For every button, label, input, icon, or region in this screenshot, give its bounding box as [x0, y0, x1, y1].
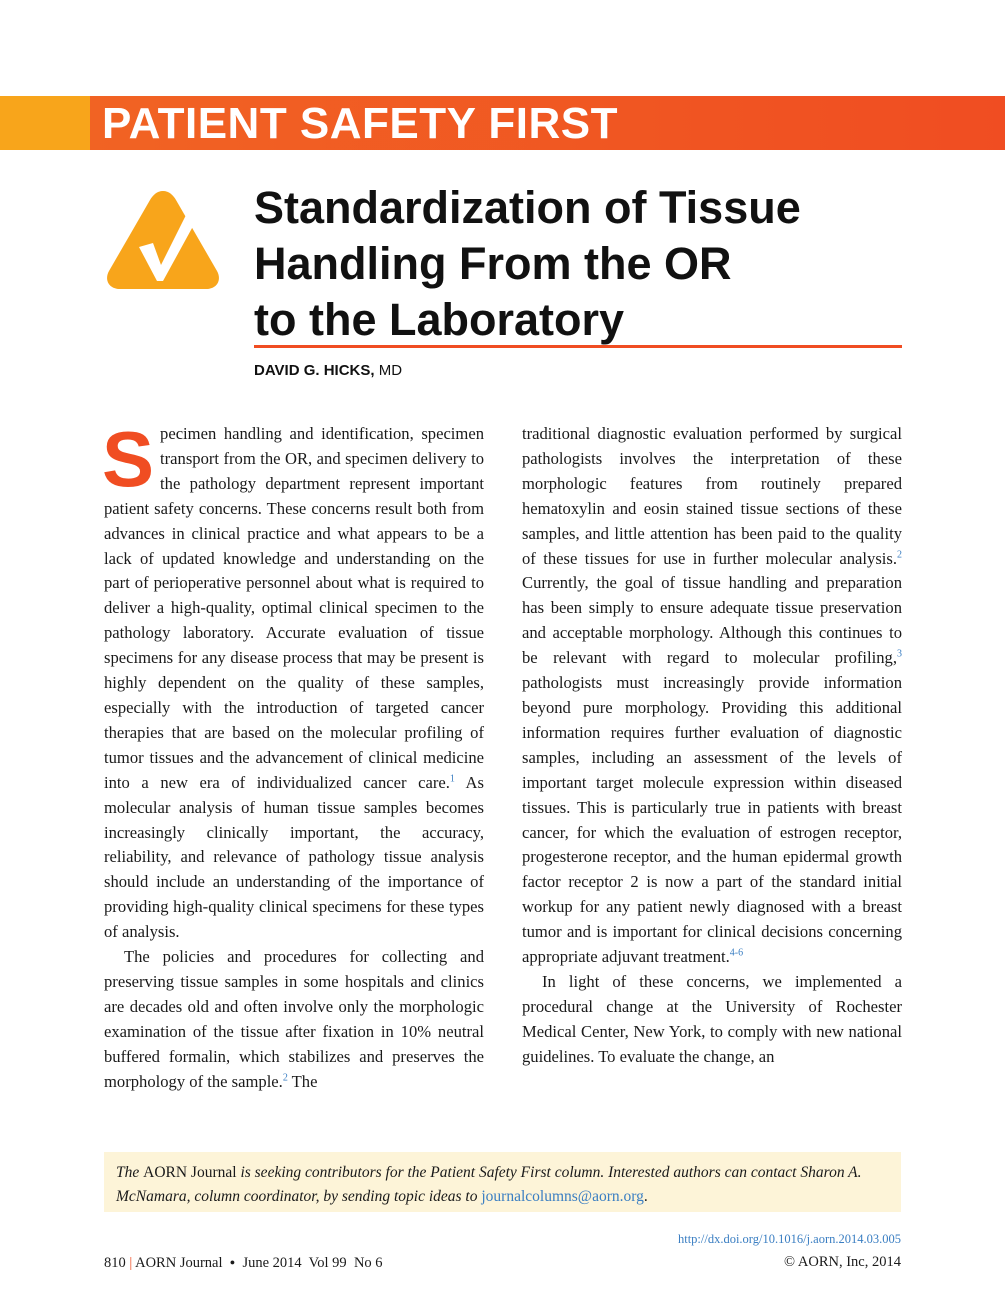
paragraph-2-continued	[522, 422, 902, 970]
notice-text: is seeking contributors for the Patient Safety First column. Interested authors can contact Sharon A. McNamara, column coordinator, by sending topic ideas to	[116, 1164, 862, 1205]
paragraph-1-text-b: As molecular analysis of human tissue samples becomes increasingly clinically important, the accuracy, reliability, and relevance of pathology tissue analysis should include an understanding of the importance of providing high-quality clinical specimens for these types of analysis.	[104, 772, 484, 942]
author-byline	[254, 362, 402, 379]
title-divider	[254, 345, 902, 348]
footer-issue: No 6	[353, 1255, 383, 1271]
checkmark-triangle-logo-icon	[103, 185, 223, 293]
reference-link-3[interactable]: 3	[897, 648, 902, 660]
article-title	[254, 180, 914, 348]
reference-link-4-6[interactable]: 4-6	[729, 947, 744, 959]
paragraph-2-text-a: The policies and procedures for collecting and preserving tissue samples in some hospitals and clinics are decades old and often involve only the morphologic examination of the tissue after fixation in 10% neutral buffered formalin, which stabilizes and preserves the morphology of the sample.	[104, 947, 484, 1091]
body-column-right	[522, 422, 902, 1070]
title-line-1: Standardization of Tissue	[254, 182, 801, 233]
paragraph-2-start	[104, 945, 484, 1094]
body-column-left	[102, 415, 484, 1094]
notice-email-link[interactable]: journalcolumns@aorn.org	[481, 1188, 644, 1205]
paragraph-1	[102, 415, 484, 945]
contributor-notice	[104, 1152, 901, 1212]
footer-separator: |	[129, 1255, 133, 1271]
reference-link-2[interactable]: 2	[282, 1072, 288, 1084]
paragraph-2-text-d: pathologists must increasingly provide information beyond pure morphology. Providing this additional information requires further evaluation of diagnostic samples, including an assessment of the levels of important target molecule expression within diseased tissues. This is particularly true in patients with breast cancer, for which the evaluation of estrogen receptor, progesterone receptor, and the human epidermal growth factor receptor 2 is now a part of the standard initial workup for any patient newly diagnosed with a breast tumor and is important for clinical decisions concerning appropriate adjuvant treatment.	[522, 673, 902, 967]
page-footer	[104, 1250, 901, 1274]
footer-copyright: © AORN, Inc, 2014	[784, 1254, 901, 1270]
footer-bullet-icon: ●	[229, 1257, 236, 1267]
author-credential: MD	[378, 362, 403, 379]
paragraph-2-text-b: traditional diagnostic evaluation performed by surgical pathologists involves the interpretation of these morphologic features from routinely prepared hematoxylin and eosin stained tissue sections of these samples, and little attention has been paid to the quality of these tissues for use in further molecular analysis.	[522, 424, 902, 568]
paragraph-3: In light of these concerns, we implemented a procedural change at the University of Rochester Medical Center, New York, to comply with new national guidelines. To evaluate the change, an	[522, 971, 902, 1066]
paragraph-1-text-a: pecimen handling and identification, specimen transport from the OR, and specimen delivery to the pathology department represent important patient safety concerns. These concerns result both from advances in clinical practice and what appears to be a lack of updated knowledge and understanding on the part of perioperative personnel about what is required to deliver a high-quality, optimal clinical specimen to the pathology laboratory. Accurate evaluation of tissue specimens for any disease process that may be present is highly dependent on the quality of these samples, especially with the introduction of targeted cancer therapies that are based on the molecular profiling of tumor tissues and the advancement of clinical medicine into a new era of individualized cancer care.	[104, 424, 484, 792]
notice-end: .	[643, 1188, 648, 1205]
notice-journal-name: AORN Journal	[143, 1164, 237, 1181]
paragraph-2-text-c: Currently, the goal of tissue handling and preparation has been simply to ensure adequate tissue preservation and acceptable morphology. Although this continues to be relevant with regard to molecular profiling,	[522, 573, 902, 668]
notice-journal-prefix: The	[116, 1164, 144, 1181]
page-number: 810	[104, 1255, 126, 1271]
drop-cap: S	[102, 415, 155, 503]
footer-date: June 2014	[242, 1255, 302, 1271]
author-name: DAVID G. HICKS,	[254, 362, 375, 379]
title-line-2: Handling From the OR	[254, 238, 732, 289]
footer-journal: AORN Journal	[135, 1255, 223, 1271]
doi-link[interactable]: http://dx.doi.org/10.1016/j.aorn.2014.03.005	[677, 1232, 901, 1246]
footer-volume: Vol 99	[308, 1255, 347, 1271]
title-line-3: to the Laboratory	[254, 294, 625, 345]
reference-link-1[interactable]: 1	[449, 773, 455, 785]
reference-link-2b[interactable]: 2	[897, 549, 902, 560]
section-title: PATIENT SAFETY FIRST	[102, 99, 619, 148]
paragraph-2-text-b-lead: The	[287, 1071, 318, 1091]
footer-citation	[104, 1255, 383, 1271]
